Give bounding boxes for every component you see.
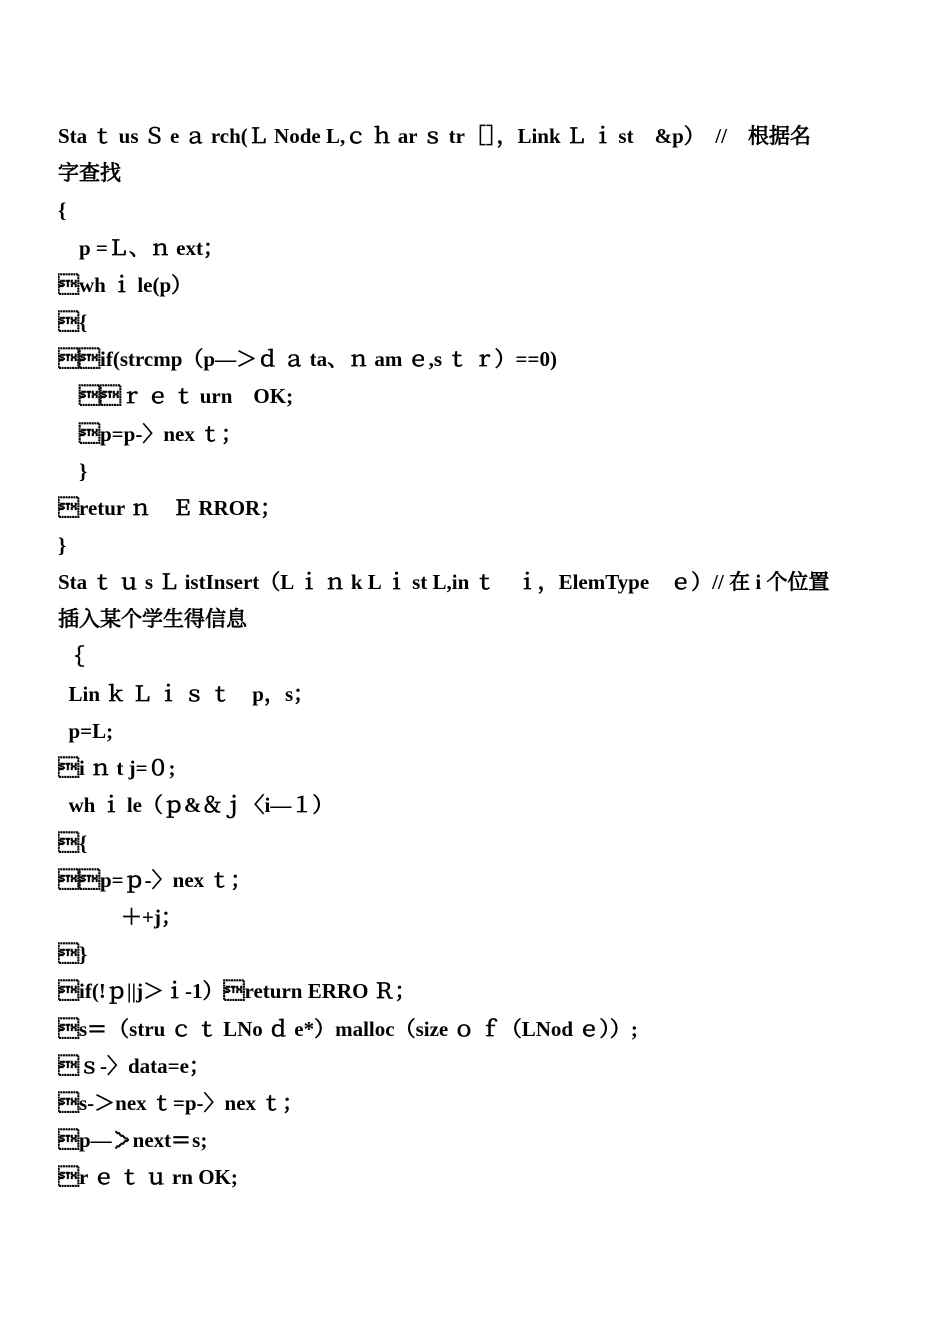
text-line: ｓ-〉data=e； — [58, 1053, 210, 1078]
text-line: ｒ ｅ ｔ urn OK; — [58, 384, 294, 409]
code-text-block — [58, 118, 870, 1196]
text-line: if(strcmp（p—＞ｄ ａ ta、ｎ am ｅ,s ｔ ｒ）==0) — [58, 347, 557, 372]
text-line: Lin ｋ Ｌ ｉ ｓ ｔ p，s； — [58, 681, 315, 706]
text-line: } — [58, 458, 88, 483]
text-line: ＋+j； — [58, 904, 182, 929]
text-line: p =Ｌ、ｎ ext； — [58, 235, 224, 260]
text-line: p—＞next＝s; — [58, 1128, 208, 1153]
text-line: i ｎ t j=０; — [58, 756, 176, 781]
text-line: Sta ｔ ｕ s Ｌ istInsert（L ｉ ｎ k L ｉ st L,in ｔ ｉ，ElemType ｅ）// 在 i 个位置 — [58, 570, 830, 595]
text-line: { — [58, 309, 88, 334]
text-line: ｛ — [58, 644, 85, 669]
text-line: r ｅ ｔ ｕ rn OK; — [58, 1165, 238, 1190]
text-line: p=ｐ-〉nex ｔ； — [58, 867, 252, 892]
text-line: } — [58, 533, 67, 558]
text-line: p=p-〉nex ｔ； — [58, 421, 243, 446]
text-line: s＝（stru ｃ ｔ LNo ｄ e*）malloc（size ｏ ｆ（LNod ｅ））; — [58, 1016, 638, 1041]
text-line: } — [58, 942, 88, 967]
text-line: Sta ｔ us Ｓ e ａ rch(Ｌ Node L,ｃ ｈ ar ｓ tr［］，Link Ｌ ｉ st &p） // 根据名 — [58, 124, 811, 148]
text-line: s-＞nex ｔ=p-〉nex ｔ； — [58, 1090, 304, 1115]
text-line: wh ｉ le(p） — [58, 272, 193, 297]
text-line: { — [58, 198, 67, 223]
text-line: { — [58, 830, 88, 855]
text-line: retur ｎ Ｅ RROR； — [58, 495, 282, 520]
text-line: wh ｉ le（ｐ&＆ｊ〈i—１） — [58, 793, 334, 818]
text-line: 插入某个学生得信息 — [58, 607, 247, 632]
text-line: 字查找 — [58, 161, 121, 186]
text-line: if(!ｐ||j＞ｉ-1）return ERRO Ｒ； — [58, 979, 416, 1004]
text-line: p=L; — [58, 719, 114, 743]
